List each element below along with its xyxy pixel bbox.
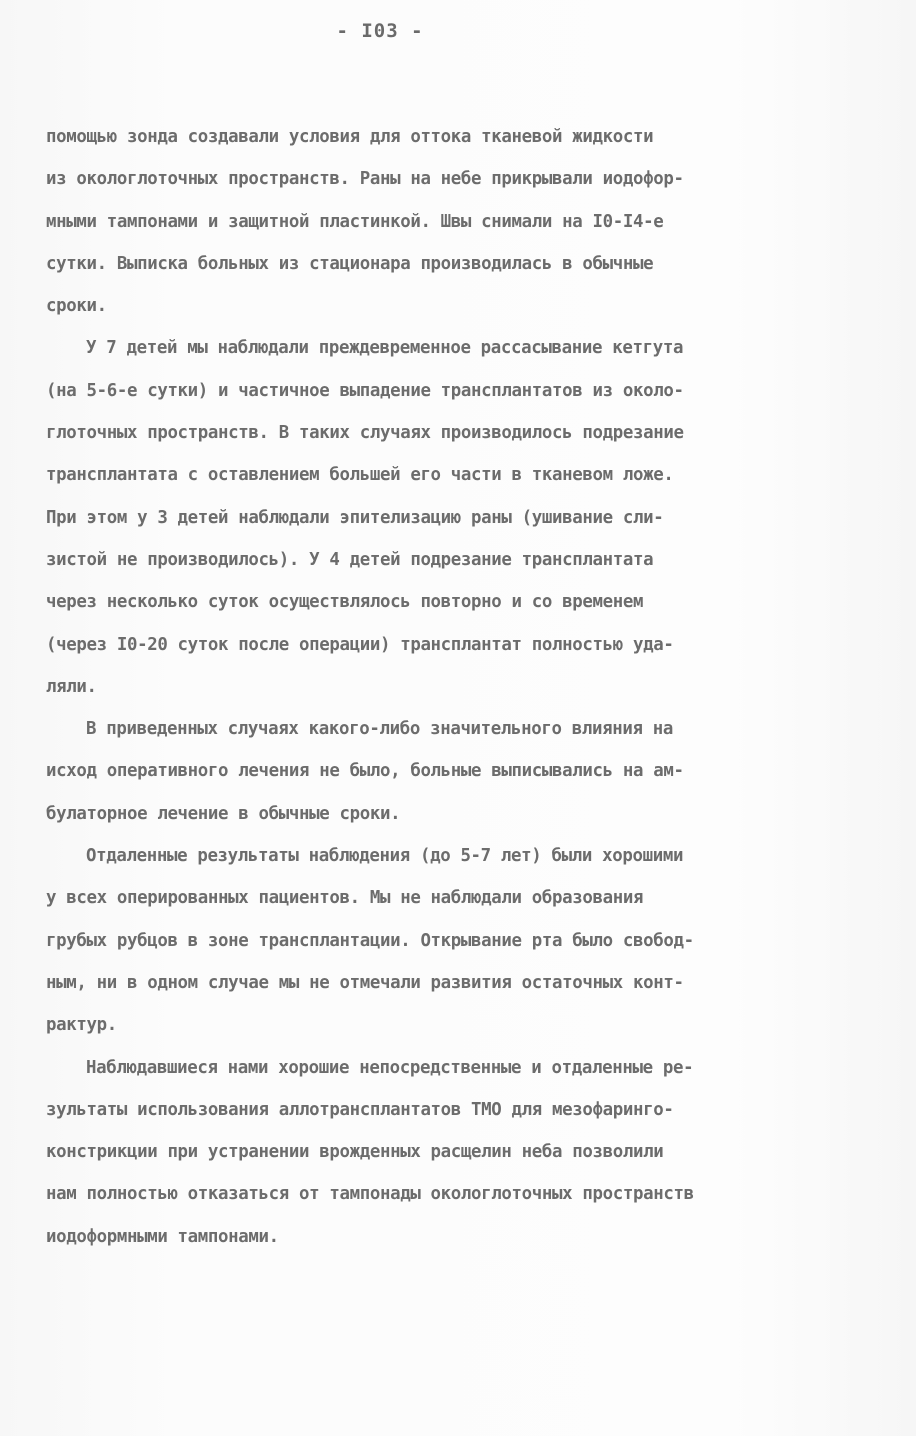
text-line: (на 5-6-е сутки) и частичное выпадение трансплантатов из около- [46,380,684,401]
document-body [46,116,886,1258]
text-line: сутки. Выписка больных из стационара производилась в обычные [46,253,654,274]
text-line: рактур. [46,1015,117,1036]
paragraph-5 [46,1047,886,1258]
text-line: ным, ни в одном случае мы не отмечали развития остаточных конт- [46,972,684,993]
paragraph-2 [46,327,886,708]
text-line: у всех оперированных пациентов. Мы не наблюдали образования [46,888,644,909]
text-line: (через I0-20 суток после операции) трансплантат полностью уда- [46,634,674,655]
text-line: констрикции при устранении врожденных расщелин неба позволили [46,1142,664,1163]
text-line: В приведенных случаях какого-либо значительного влияния на [86,719,673,740]
text-line: нам полностью отказаться от тампонады окологлоточных пространств [46,1184,694,1205]
text-line: У 7 детей мы наблюдали преждевременное рассасывание кетгута [86,338,684,359]
text-line: исход оперативного лечения не было, больные выписывались на ам- [46,761,684,782]
text-line: трансплантата с оставлением большей его части в тканевом ложе. [46,465,674,486]
text-line: зультаты использования аллотрансплантатов ТМО для мезофаринго- [46,1099,674,1120]
text-line: грубых рубцов в зоне трансплантации. Открывание рта было свобод- [46,930,694,951]
text-line: Отдаленные результаты наблюдения (до 5-7 лет) были хорошими [86,846,684,867]
text-line: из окологлоточных пространств. Раны на небе прикрывали иодофор- [46,169,684,190]
paragraph-1 [46,116,886,327]
text-line: помощью зонда создавали условия для оттока тканевой жидкости [46,127,654,147]
text-line: глоточных пространств. В таких случаях производилось подрезание [46,423,684,444]
text-line: При этом у 3 детей наблюдали эпителизацию раны (ушивание сли- [46,507,664,528]
text-line: зистой не производилось). У 4 детей подрезание трансплантата [46,549,654,570]
text-line: ляли. [46,676,97,697]
text-line: мными тампонами и защитной пластинкой. Швы снимали на I0-I4-е [46,211,664,232]
text-line: булаторное лечение в обычные сроки. [46,803,401,824]
text-line: сроки. [46,296,107,317]
text-line: через несколько суток осуществлялось повторно и со временем [46,592,644,613]
paragraph-3 [46,708,886,835]
text-line: Наблюдавшиеся нами хорошие непосредственные и отдаленные ре- [86,1057,694,1078]
page-number: - I03 - [336,20,424,42]
text-line: иодоформными тампонами. [46,1226,279,1247]
paragraph-4 [46,835,886,1046]
